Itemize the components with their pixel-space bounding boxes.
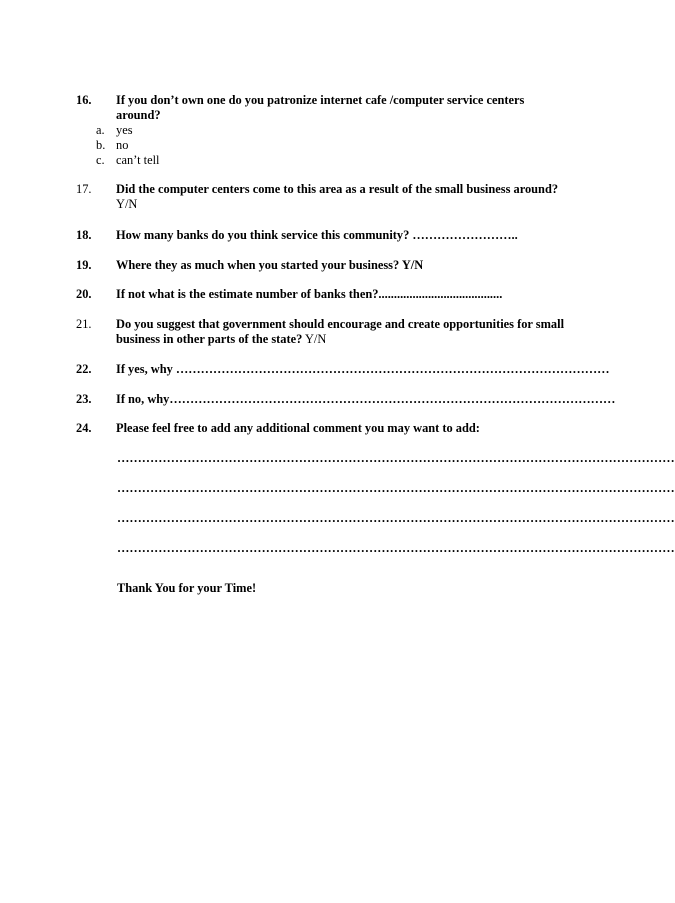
question-number: 19. [76, 258, 92, 272]
comment-line: ……………………………………………………………………………………………………………………… [117, 541, 675, 555]
option-letter: b. [96, 138, 106, 152]
option-a [96, 123, 159, 138]
question-number: 23. [76, 392, 92, 406]
question-text: Please feel free to add any additional comment you may want to add: [116, 421, 480, 435]
question-text: Where they as much when you started your business? Y/N [116, 258, 424, 272]
question-number: 22. [76, 362, 92, 376]
question-number: 16. [76, 93, 92, 107]
question-text: If yes, why …………………………………………………………………………………………… [116, 362, 610, 376]
comment-line: ……………………………………………………………………………………………………………………… [117, 481, 675, 495]
question-text: If not what is the estimate number of banks then?........................................ [116, 287, 503, 301]
option-c [96, 153, 159, 168]
question-text: Do you suggest that government should encourage and create opportunities for small business in other parts of the state? [116, 317, 565, 346]
option-label: can’t tell [116, 153, 160, 167]
question-number: 17. [76, 182, 92, 196]
option-label: no [116, 138, 129, 152]
question-text: If you don’t own one do you patronize internet cafe /computer service centers around? [116, 93, 525, 122]
question-number: 20. [76, 287, 92, 301]
yes-no-marker: Y/N [116, 197, 138, 211]
closing-message: Thank You for your Time! [117, 581, 257, 595]
question-text: If no, why……………………………………………………………………………………………… [116, 392, 616, 406]
question-text: How many banks do you think service this community? …………………….. [116, 228, 518, 242]
comment-line: ……………………………………………………………………………………………………………………… [117, 451, 675, 465]
answer-options [96, 123, 159, 168]
option-label: yes [116, 123, 133, 137]
comment-line: ……………………………………………………………………………………………………………………… [117, 511, 675, 525]
option-letter: c. [96, 153, 105, 167]
question-text: Did the computer centers come to this area as a result of the small business around? [116, 182, 559, 196]
question-number: 24. [76, 421, 92, 435]
yes-no-marker: Y/N [302, 332, 327, 346]
question-number: 21. [76, 317, 92, 331]
option-letter: a. [96, 123, 105, 137]
question-number: 18. [76, 228, 92, 242]
option-b [96, 138, 159, 153]
